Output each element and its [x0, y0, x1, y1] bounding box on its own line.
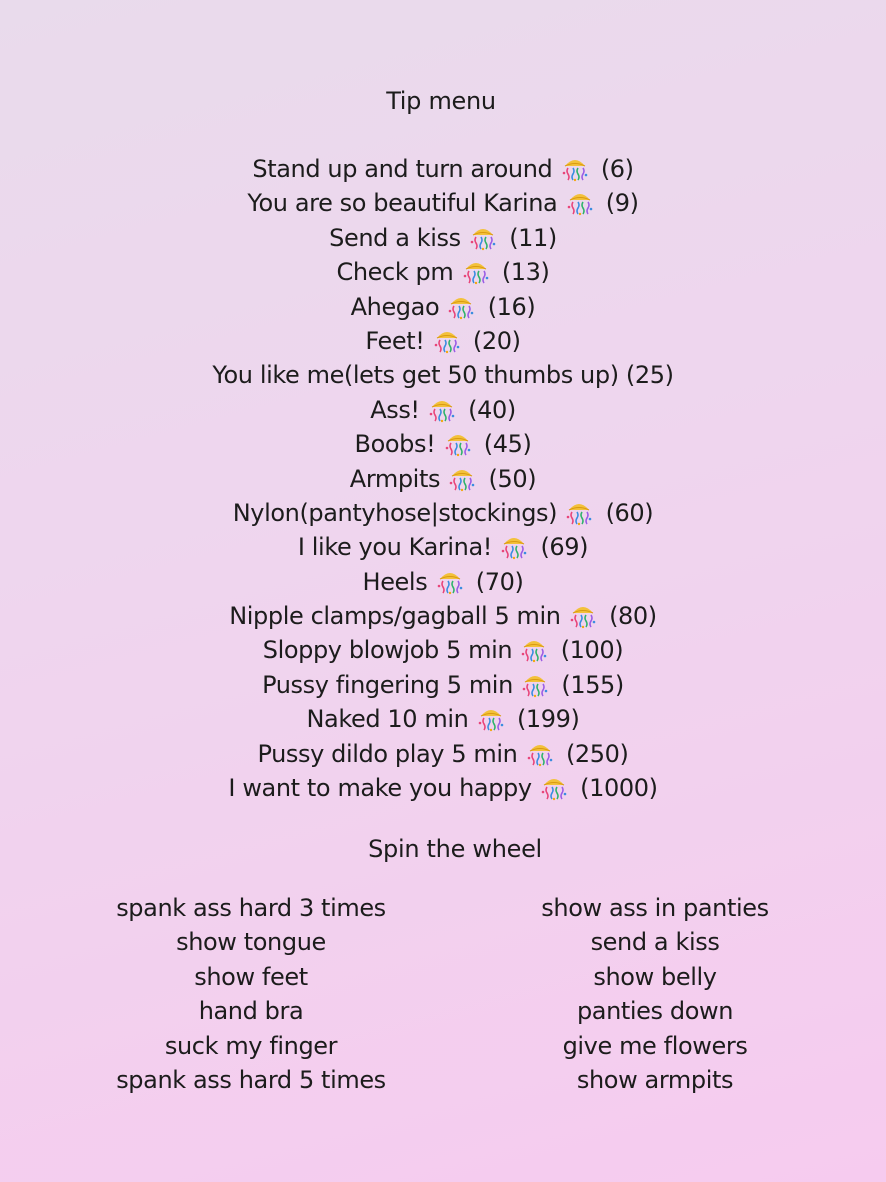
wheel-option: show feet [194, 962, 308, 991]
tip-item-label: Ahegao [350, 292, 440, 321]
tip-menu-item [0, 256, 886, 290]
confetti-ball-icon [565, 187, 595, 217]
confetti-ball-icon [539, 772, 569, 802]
wheel-options-right-column [475, 892, 835, 1098]
confetti-ball-icon [476, 703, 506, 733]
tip-item-label: Nylon(pantyhose|stockings) [232, 498, 558, 527]
tip-item-price: (50) [488, 464, 537, 493]
tip-menu-item [0, 291, 886, 325]
tip-item-price: (20) [472, 326, 521, 355]
tip-item-label: Pussy fingering 5 min [262, 670, 513, 699]
tip-item-label: Boobs! [354, 430, 436, 459]
tip-item-price: (80) [609, 602, 657, 631]
tip-menu-item [0, 703, 886, 737]
tip-item-label: Nipple clamps/gagball 5 min [229, 602, 561, 631]
tip-menu-item [0, 463, 886, 497]
confetti-ball-icon [564, 497, 594, 527]
tip-item-price: (100) [560, 636, 624, 665]
wheel-options-left-column [71, 892, 431, 1098]
tip-item-label: Ass! [370, 395, 420, 424]
tip-item-price: (6) [600, 155, 634, 183]
tip-item-price: (16) [487, 292, 536, 321]
wheel-option: show tongue [176, 928, 326, 957]
wheel-option: show armpits [576, 1065, 734, 1094]
confetti-ball-icon [499, 531, 529, 561]
wheel-option: panties down [576, 997, 734, 1026]
tip-menu-item [0, 738, 886, 772]
tip-item-price: (45) [483, 430, 532, 459]
spin-the-wheel-title: Spin the wheel [368, 835, 542, 863]
tip-item-label: Send a kiss [329, 223, 461, 252]
tip-menu-item [0, 359, 886, 393]
tip-menu-item [0, 669, 886, 703]
wheel-option: hand bra [198, 997, 304, 1026]
tip-item-label: Sloppy blowjob 5 min [262, 636, 513, 665]
confetti-ball-icon [447, 463, 477, 493]
wheel-option: suck my finger [164, 1031, 338, 1060]
confetti-ball-icon [432, 325, 462, 355]
tip-item-price: (1000) [580, 774, 658, 803]
tip-item-price: (25) [625, 361, 674, 390]
confetti-ball-icon [461, 256, 491, 286]
tip-item-label: Check pm [336, 258, 454, 287]
tip-item-label: Feet! [365, 326, 425, 355]
tip-item-label: Heels [362, 567, 428, 596]
wheel-option: spank ass hard 3 times [116, 894, 386, 922]
tip-menu-item [0, 394, 886, 428]
tip-menu-item [0, 531, 886, 565]
confetti-ball-icon [435, 566, 465, 596]
confetti-ball-icon [560, 153, 590, 183]
confetti-ball-icon [468, 222, 498, 252]
tip-menu-item [0, 153, 886, 187]
tip-item-price: (250) [565, 739, 629, 768]
tip-item-price: (13) [501, 258, 550, 287]
tip-item-price: (199) [516, 705, 580, 734]
confetti-ball-icon [427, 394, 457, 424]
tip-menu-item [0, 772, 886, 806]
confetti-ball-icon [568, 600, 598, 630]
tip-menu-item [0, 187, 886, 221]
confetti-ball-icon [520, 669, 550, 699]
wheel-option: spank ass hard 5 times [116, 1065, 386, 1094]
tip-item-price: (69) [540, 533, 589, 562]
tip-menu-item [0, 497, 886, 531]
tip-menu-item [0, 566, 886, 600]
wheel-option: show belly [593, 962, 717, 991]
tip-menu-item [0, 325, 886, 359]
tip-item-label: I want to make you happy [228, 774, 532, 803]
tip-menu-list [0, 153, 886, 806]
confetti-ball-icon [519, 634, 549, 664]
tip-item-price: (9) [605, 189, 639, 218]
tip-item-label: Pussy dildo play 5 min [257, 739, 518, 768]
wheel-option: show ass in panties [541, 894, 769, 922]
tip-menu-item [0, 428, 886, 462]
tip-menu-title: Tip menu [386, 87, 496, 115]
tip-item-price: (40) [468, 395, 516, 424]
tip-item-label: You like me(lets get 50 thumbs up) [212, 361, 619, 390]
tip-menu-item [0, 222, 886, 256]
confetti-ball-icon [446, 291, 476, 321]
confetti-ball-icon [525, 738, 555, 768]
wheel-option: give me flowers [562, 1031, 748, 1060]
tip-item-label: You are so beautiful Karina [247, 189, 558, 218]
tip-item-price: (60) [605, 498, 654, 527]
tip-menu-item [0, 634, 886, 668]
tip-menu-item [0, 600, 886, 634]
wheel-option: send a kiss [590, 928, 720, 957]
tip-item-price: (155) [561, 670, 624, 699]
tip-item-label: I like you Karina! [297, 533, 492, 562]
tip-item-price: (70) [475, 567, 524, 596]
tip-item-price: (11) [509, 223, 557, 252]
tip-item-label: Armpits [349, 464, 441, 493]
tip-item-label: Stand up and turn around [252, 155, 553, 183]
confetti-ball-icon [443, 428, 473, 458]
tip-item-label: Naked 10 min [306, 705, 469, 734]
